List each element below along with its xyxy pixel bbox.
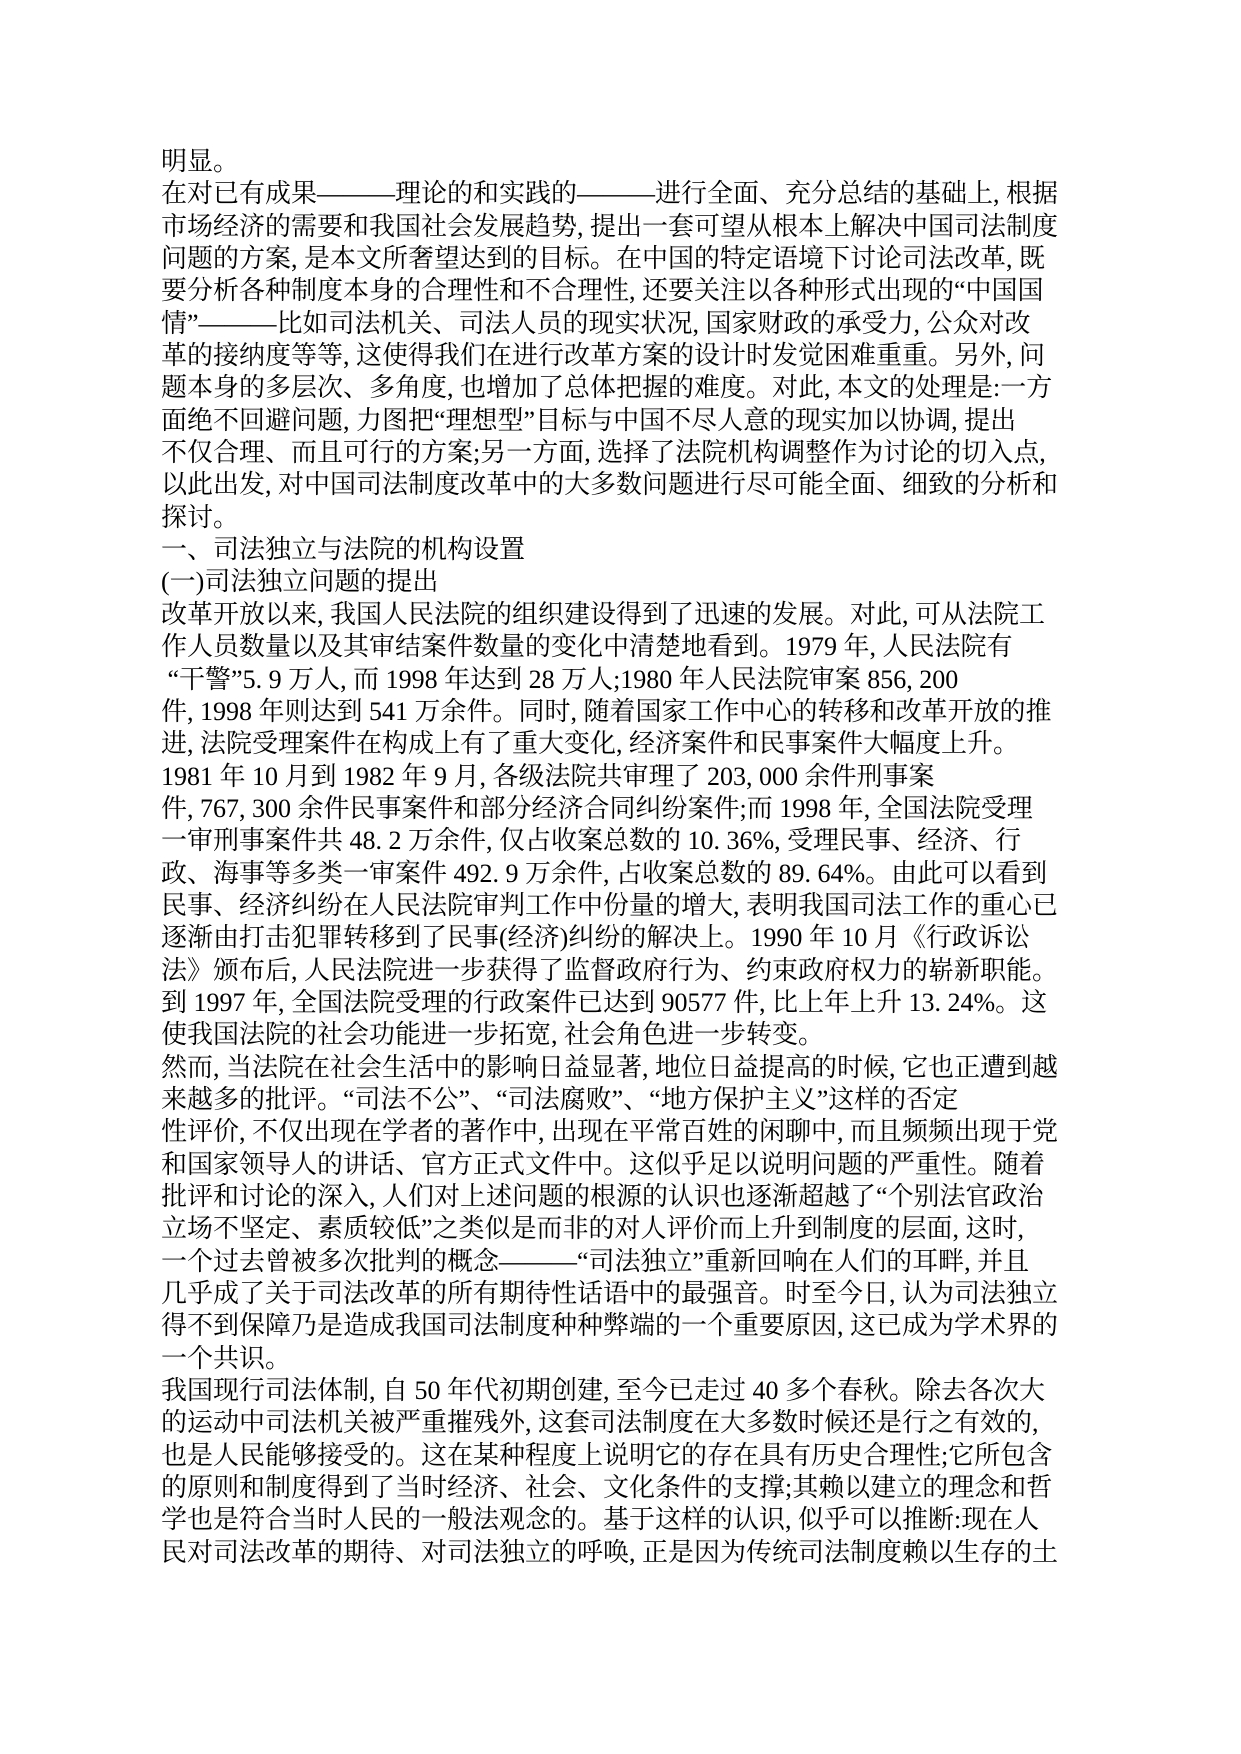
text-line: 我国现行司法体制, 自 50 年代初期创建, 至今已走过 40 多个春秋。除去各次大 — [161, 1376, 1046, 1406]
text-line: 性评价, 不仅出现在学者的著作中, 出现在平常百姓的闲聊中, 而且频频出现于党 — [161, 1117, 1059, 1147]
text-line: 情”———比如司法机关、司法人员的现实状况, 国家财政的承受力, 公众对改 — [161, 308, 1031, 338]
text-line: 以此出发, 对中国司法制度改革中的大多数问题进行尽可能全面、细致的分析和 — [161, 470, 1059, 500]
text-line: 一审刑事案件共 48. 2 万余件, 仅占收案总数的 10. 36%, 受理民事、经济、行 — [161, 826, 1022, 856]
text-line: 政、海事等多类一审案件 492. 9 万余件, 占收案总数的 89. 64%。由此可以看到 — [161, 858, 1048, 888]
text-line: 1981 年 10 月到 1982 年 9 月, 各级法院共审理了 203, 000 余件刑事案 — [161, 761, 935, 791]
text-line: “干警”5. 9 万人, 而 1998 年达到 28 万人;1980 年人民法院审案 856, 200 — [161, 664, 959, 694]
text-line: 立场不坚定、素质较低”之类似是而非的对人评价而上升到制度的层面, 这时, — [161, 1214, 1025, 1244]
text-line: 然而, 当法院在社会生活中的影响日益显著, 地位日益提高的时候, 它也正遭到越 — [161, 1052, 1059, 1082]
text-line: 来越多的批评。“司法不公”、“司法腐败”、“地方保护主义”这样的否定 — [161, 1084, 959, 1114]
text-line: 的原则和制度得到了当时经济、社会、文化条件的支撑;其赖以建立的理念和哲 — [161, 1473, 1053, 1503]
text-line: 学也是符合当时人民的一般法观念的。基于这样的认识, 似乎可以推断:现在人 — [161, 1505, 1040, 1535]
text-line: 面绝不回避问题, 力图把“理想型”目标与中国不尽人意的现实加以协调, 提出 — [161, 405, 1017, 435]
text-line: 的运动中司法机关被严重摧残外, 这套司法制度在大多数时候还是行之有效的, — [161, 1408, 1039, 1438]
text-line: 一个共识。 — [161, 1343, 292, 1373]
text-line: 件, 1998 年则达到 541 万余件。同时, 随着国家工作中心的转移和改革开放的推 — [161, 696, 1052, 726]
text-line: 民对司法改革的期待、对司法独立的呼唤, 正是因为传统司法制度赖以生存的土 — [161, 1537, 1059, 1567]
text-line: 进, 法院受理案件在构成上有了重大变化, 经济案件和民事案件大幅度上升。 — [161, 729, 1020, 759]
text-line: 法》颁布后, 人民法院进一步获得了监督政府行为、约束政府权力的崭新职能。 — [161, 955, 1059, 985]
text-line: 逐渐由打击犯罪转移到了民事(经济)纠纷的解决上。1990 年 10 月《行政诉讼 — [161, 923, 1030, 953]
text-line: 民事、经济纠纷在人民法院审判工作中份量的增大, 表明我国司法工作的重心已 — [161, 890, 1059, 920]
text-line: 题本身的多层次、多角度, 也增加了总体把握的难度。对此, 本文的处理是:一方 — [161, 373, 1053, 403]
text-line: 市场经济的需要和我国社会发展趋势, 提出一套可望从根本上解决中国司法制度 — [161, 211, 1059, 241]
text-line: 革的接纳度等等, 这使得我们在进行改革方案的设计时发觉困难重重。另外, 问 — [161, 341, 1046, 371]
text-line: 和国家领导人的讲话、官方正式文件中。这似乎足以说明问题的严重性。随着 — [161, 1149, 1046, 1179]
text-line: 件, 767, 300 余件民事案件和部分经济合同纠纷案件;而 1998 年, 全国法院受理 — [161, 793, 1033, 823]
document-text-block — [161, 146, 1091, 1569]
text-line: 不仅合理、而且可行的方案;另一方面, 选择了法院机构调整作为讨论的切入点, — [161, 438, 1046, 468]
text-line: 到 1997 年, 全国法院受理的行政案件已达到 90577 件, 比上年上升 13. 24%。这 — [161, 987, 1048, 1017]
text-line: 在对已有成果———理论的和实践的———进行全面、充分总结的基础上, 根据 — [161, 179, 1059, 209]
text-line: 问题的方案, 是本文所奢望达到的目标。在中国的特定语境下讨论司法改革, 既 — [161, 244, 1046, 274]
text-line: 一、司法独立与法院的机构设置 — [161, 535, 526, 565]
text-line: 要分析各种制度本身的合理性和不合理性, 还要关注以各种形式出现的“中国国 — [161, 276, 1044, 306]
text-line: 改革开放以来, 我国人民法院的组织建设得到了迅速的发展。对此, 可从法院工 — [161, 599, 1046, 629]
text-line: 一个过去曾被多次批判的概念———“司法独立”重新回响在人们的耳畔, 并且 — [161, 1246, 1030, 1276]
text-line: 也是人民能够接受的。这在某种程度上说明它的存在具有历史合理性;它所包含 — [161, 1440, 1053, 1470]
text-line: 使我国法院的社会功能进一步拓宽, 社会角色进一步转变。 — [161, 1020, 825, 1050]
text-line: 几乎成了关于司法改革的所有期待性话语中的最强音。时至今日, 认为司法独立 — [161, 1279, 1059, 1309]
text-line: 探讨。 — [161, 502, 240, 532]
text-line: 作人员数量以及其审结案件数量的变化中清楚地看到。1979 年, 人民法院有 — [161, 632, 1013, 662]
text-line: 批评和讨论的深入, 人们对上述问题的根源的认识也逐渐超越了“个别法官政治 — [161, 1182, 1044, 1211]
text-line: 明显。 — [161, 147, 240, 176]
text-line: 得不到保障乃是造成我国司法制度种种弊端的一个重要原因, 这已成为学术界的 — [161, 1311, 1059, 1341]
text-line: (一)司法独立问题的提出 — [161, 567, 439, 597]
